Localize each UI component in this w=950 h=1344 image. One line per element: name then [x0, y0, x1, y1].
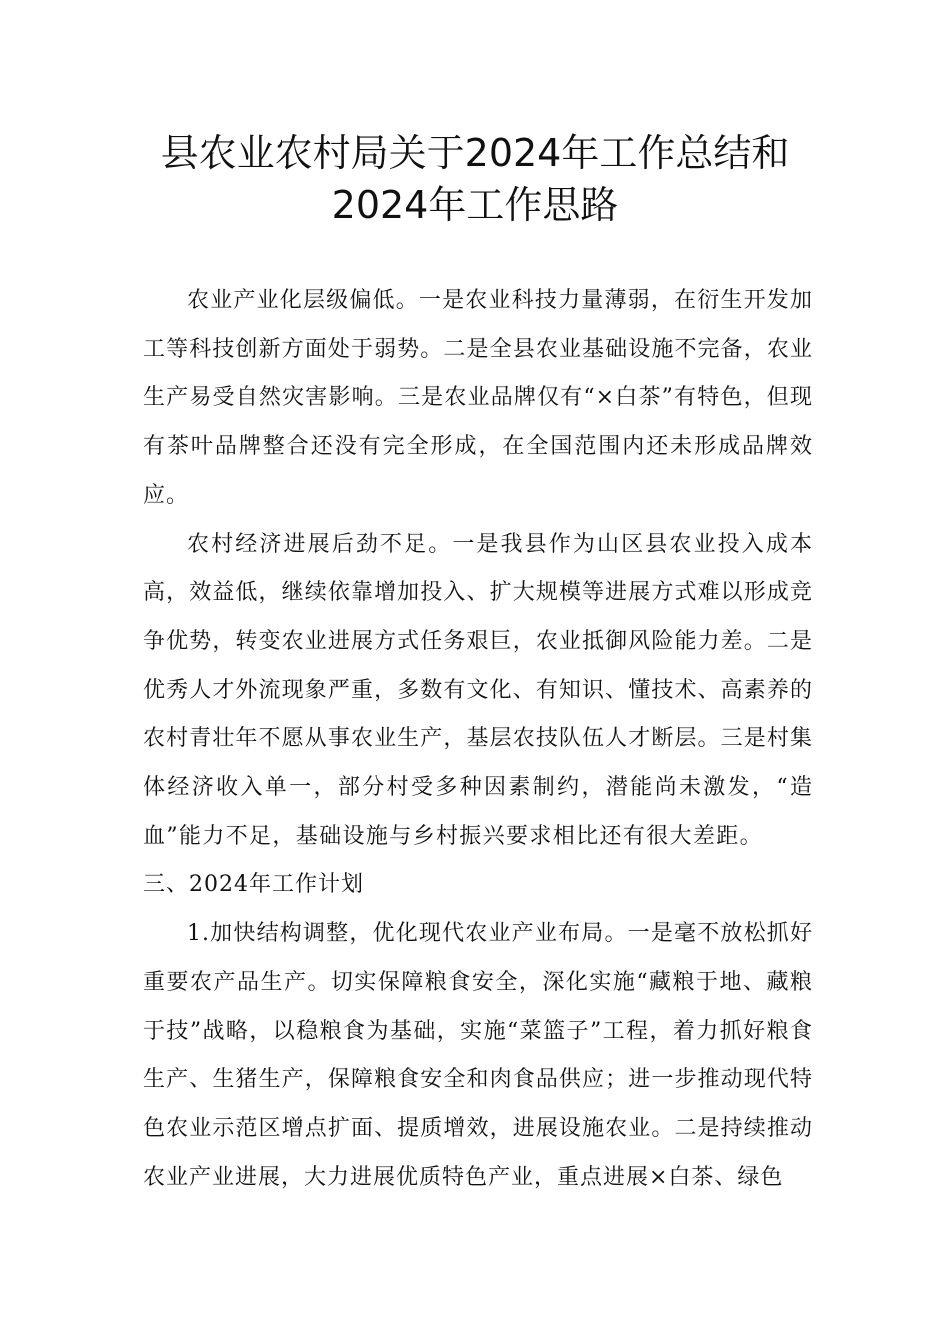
- paragraph-text: 1.加快结构调整，优化现代农业产业布局。一是毫不放松抓好重要农产品生产。切实保障粮食安全，深化实施“藏粮于地、藏粮于技”战略，以稳粮食为基础，实施“菜篮子”工程，着力抓好粮食生产、生猪生产，保障粮食安全和肉食品供应；进一步推动现代特色农业示范区增点扩面、提质增效，进展设施农业。二是持续推动农业产业进展，大力进展优质特色产业，重点进展×白茶、绿色: [143, 921, 813, 1190]
- section-heading: 三、2024年工作计划: [143, 872, 364, 898]
- body-paragraph: [143, 521, 813, 911]
- paragraph-text: 农业产业化层级偏低。一是农业科技力量薄弱，在衍生开发加工等科技创新方面处于弱势。二是全县农业基础设施不完备，农业生产易受自然灾害影响。三是农业品牌仅有“×白茶”有特色，但现有茶叶品牌整合还没有完全形成，在全国范围内还未形成品牌效应。: [143, 288, 813, 508]
- document-title-line-1: 县农业农村局关于2024年工作总结和: [160, 131, 790, 175]
- paragraph-text: 农村经济进展后劲不足。一是我县作为山区县农业投入成本高，效益低，继续依靠增加投入、扩大规模等进展方式难以形成竞争优势，转变农业进展方式任务艰巨，农业抵御风险能力差。二是优秀人才外流现象严重，多数有文化、有知识、懂技术、高素养的农村青壮年不愿从事农业生产，基层农技队伍人才断层。三是村集体经济收入单一，部分村受多种因素制约，潜能尚未激发，“造血”能力不足，基础设施与乡村振兴要求相比还有很大差距。: [143, 531, 813, 849]
- document-title-line-2: 2024年工作思路: [331, 183, 619, 227]
- body-paragraph: [143, 277, 813, 521]
- body-paragraph: [143, 910, 813, 1202]
- document-body: [143, 277, 813, 1202]
